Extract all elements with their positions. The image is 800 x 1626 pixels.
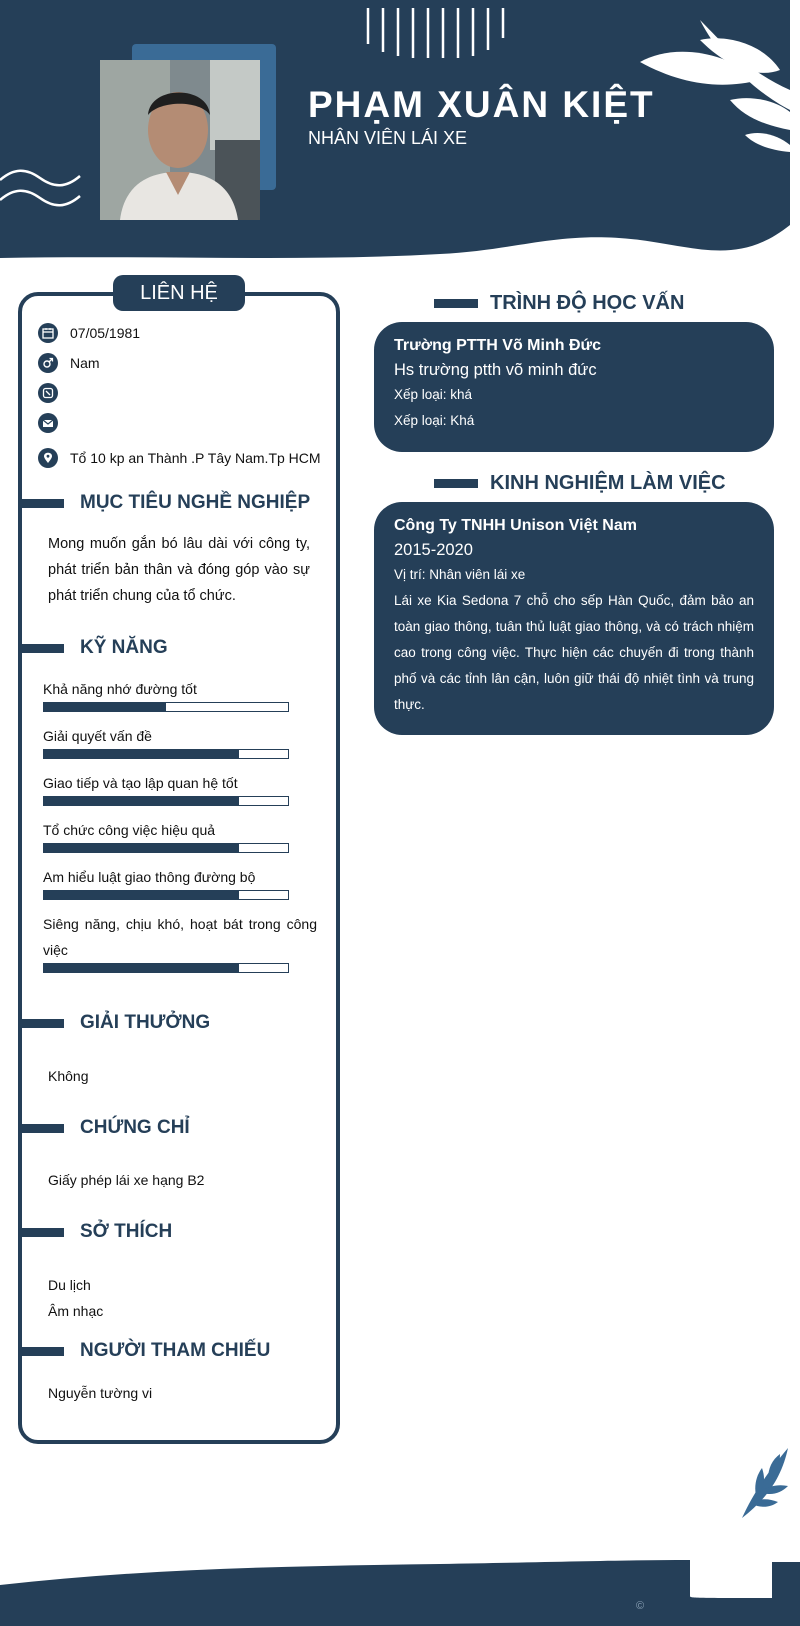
references-section-header	[20, 1337, 270, 1365]
certificates-section-header	[20, 1114, 190, 1142]
hobby-item: Du lịch	[48, 1277, 91, 1293]
school-major: Hs trường ptth võ minh đức	[394, 361, 597, 379]
email-icon	[38, 413, 58, 433]
section-bar	[434, 479, 478, 488]
hobbies-section-header	[20, 1218, 172, 1246]
skill-bar	[43, 796, 289, 806]
education-title: TRÌNH ĐỘ HỌC VẤN	[490, 291, 685, 314]
certificates-text: Giấy phép lái xe hạng B2	[48, 1172, 205, 1188]
school-grade: Xếp loại: khá	[394, 387, 473, 402]
skill-bar-fill	[44, 844, 239, 852]
header-banner	[0, 0, 790, 262]
section-bar	[20, 1019, 64, 1028]
leaf-corner-icon	[738, 1446, 794, 1520]
section-bar	[20, 1228, 64, 1237]
address-value: Tổ 10 kp an Thành .P Tây Nam.Tp HCM	[70, 450, 321, 466]
awards-section-header	[20, 1009, 210, 1037]
profile-photo	[100, 60, 260, 220]
contact-phone	[38, 382, 70, 404]
skills-title: KỸ NĂNG	[80, 637, 168, 658]
contact-gender	[38, 352, 100, 374]
objective-text: Mong muốn gắn bó lâu dài với công ty, phát triển bản thân và đóng góp vào sự phát triển chung của tổ chức.	[48, 536, 310, 604]
skill-bar-fill	[44, 797, 239, 805]
objective-title: MỤC TIÊU NGHỀ NGHIỆP	[80, 492, 311, 513]
work-period: 2015-2020	[394, 541, 473, 559]
experience-section-header	[434, 469, 726, 497]
work-position: Vị trí: Nhân viên lái xe	[394, 567, 526, 582]
school-grade: Xếp loại: Khá	[394, 413, 475, 428]
hobby-item: Âm nhạc	[48, 1303, 104, 1319]
section-bar	[20, 499, 64, 508]
job-title: NHÂN VIÊN LÁI XE	[308, 128, 468, 148]
school-name: Trường PTTH Võ Minh Đức	[394, 337, 601, 354]
section-bar	[20, 644, 64, 653]
objective-section-header	[20, 489, 310, 517]
awards-text: Không	[48, 1068, 89, 1084]
footer-background	[0, 1540, 800, 1626]
calendar-icon	[38, 323, 58, 343]
awards-title: GIẢI THƯỞNG	[80, 1012, 211, 1033]
skill-label: Siêng năng, chịu khó, hoạt bát trong công việc	[43, 916, 317, 958]
experience-title: KINH NGHIỆM LÀM VIỆC	[490, 471, 726, 494]
skill-bar	[43, 890, 289, 900]
skill-bar-fill	[44, 703, 166, 711]
experience-card	[374, 502, 774, 735]
skill-label: Giải quyết vấn đề	[43, 728, 152, 744]
skills-section-header	[20, 634, 168, 662]
skill-label: Khả năng nhớ đường tốt	[43, 681, 197, 697]
footer-banner	[0, 1540, 800, 1626]
section-bar	[20, 1347, 64, 1356]
skill-label: Tổ chức công việc hiệu quả	[43, 822, 216, 838]
contact-address	[38, 447, 321, 469]
education-card	[374, 322, 774, 452]
skill-bar	[43, 843, 289, 853]
references-title: NGƯỜI THAM CHIẾU	[80, 1340, 271, 1361]
skill-bar-fill	[44, 750, 239, 758]
gender-value: Nam	[70, 355, 100, 371]
skill-label: Giao tiếp và tạo lập quan hệ tốt	[43, 775, 238, 791]
contact-birthday	[38, 322, 140, 344]
references-text: Nguyễn tường vi	[48, 1385, 153, 1401]
skill-label: Am hiểu luật giao thông đường bộ	[43, 869, 256, 885]
copyright-text: ©	[636, 1600, 645, 1612]
company-name: Công Ty TNHH Unison Việt Nam	[394, 517, 637, 534]
contact-section-title: LIÊN HỆ	[113, 275, 245, 311]
gender-icon	[38, 353, 58, 373]
hobbies-title: SỞ THÍCH	[80, 1221, 173, 1242]
skill-bar	[43, 702, 289, 712]
birthday-value: 07/05/1981	[70, 325, 141, 341]
education-section-header	[434, 289, 684, 317]
skill-bar-fill	[44, 891, 239, 899]
section-bar	[20, 1124, 64, 1133]
certificates-title: CHỨNG CHỈ	[80, 1117, 190, 1138]
candidate-name: PHẠM XUÂN KIỆT	[308, 84, 655, 125]
skill-bar	[43, 749, 289, 759]
skill-bar-fill	[44, 964, 239, 972]
contact-email	[38, 412, 70, 434]
skill-bar	[43, 963, 289, 973]
location-icon	[38, 448, 58, 468]
work-description: Lái xe Kia Sedona 7 chỗ cho sếp Hàn Quốc, đảm bảo an toàn giao thông, tuân thủ luật giao thông, và có trách nhiệm cao trong công việc. Thực hiện các chuyến đi trong thành phố và các tỉnh lân cận, luôn giữ thái độ nhiệt tình và trung thực.	[394, 593, 754, 712]
phone-icon	[38, 383, 58, 403]
section-bar	[434, 299, 478, 308]
